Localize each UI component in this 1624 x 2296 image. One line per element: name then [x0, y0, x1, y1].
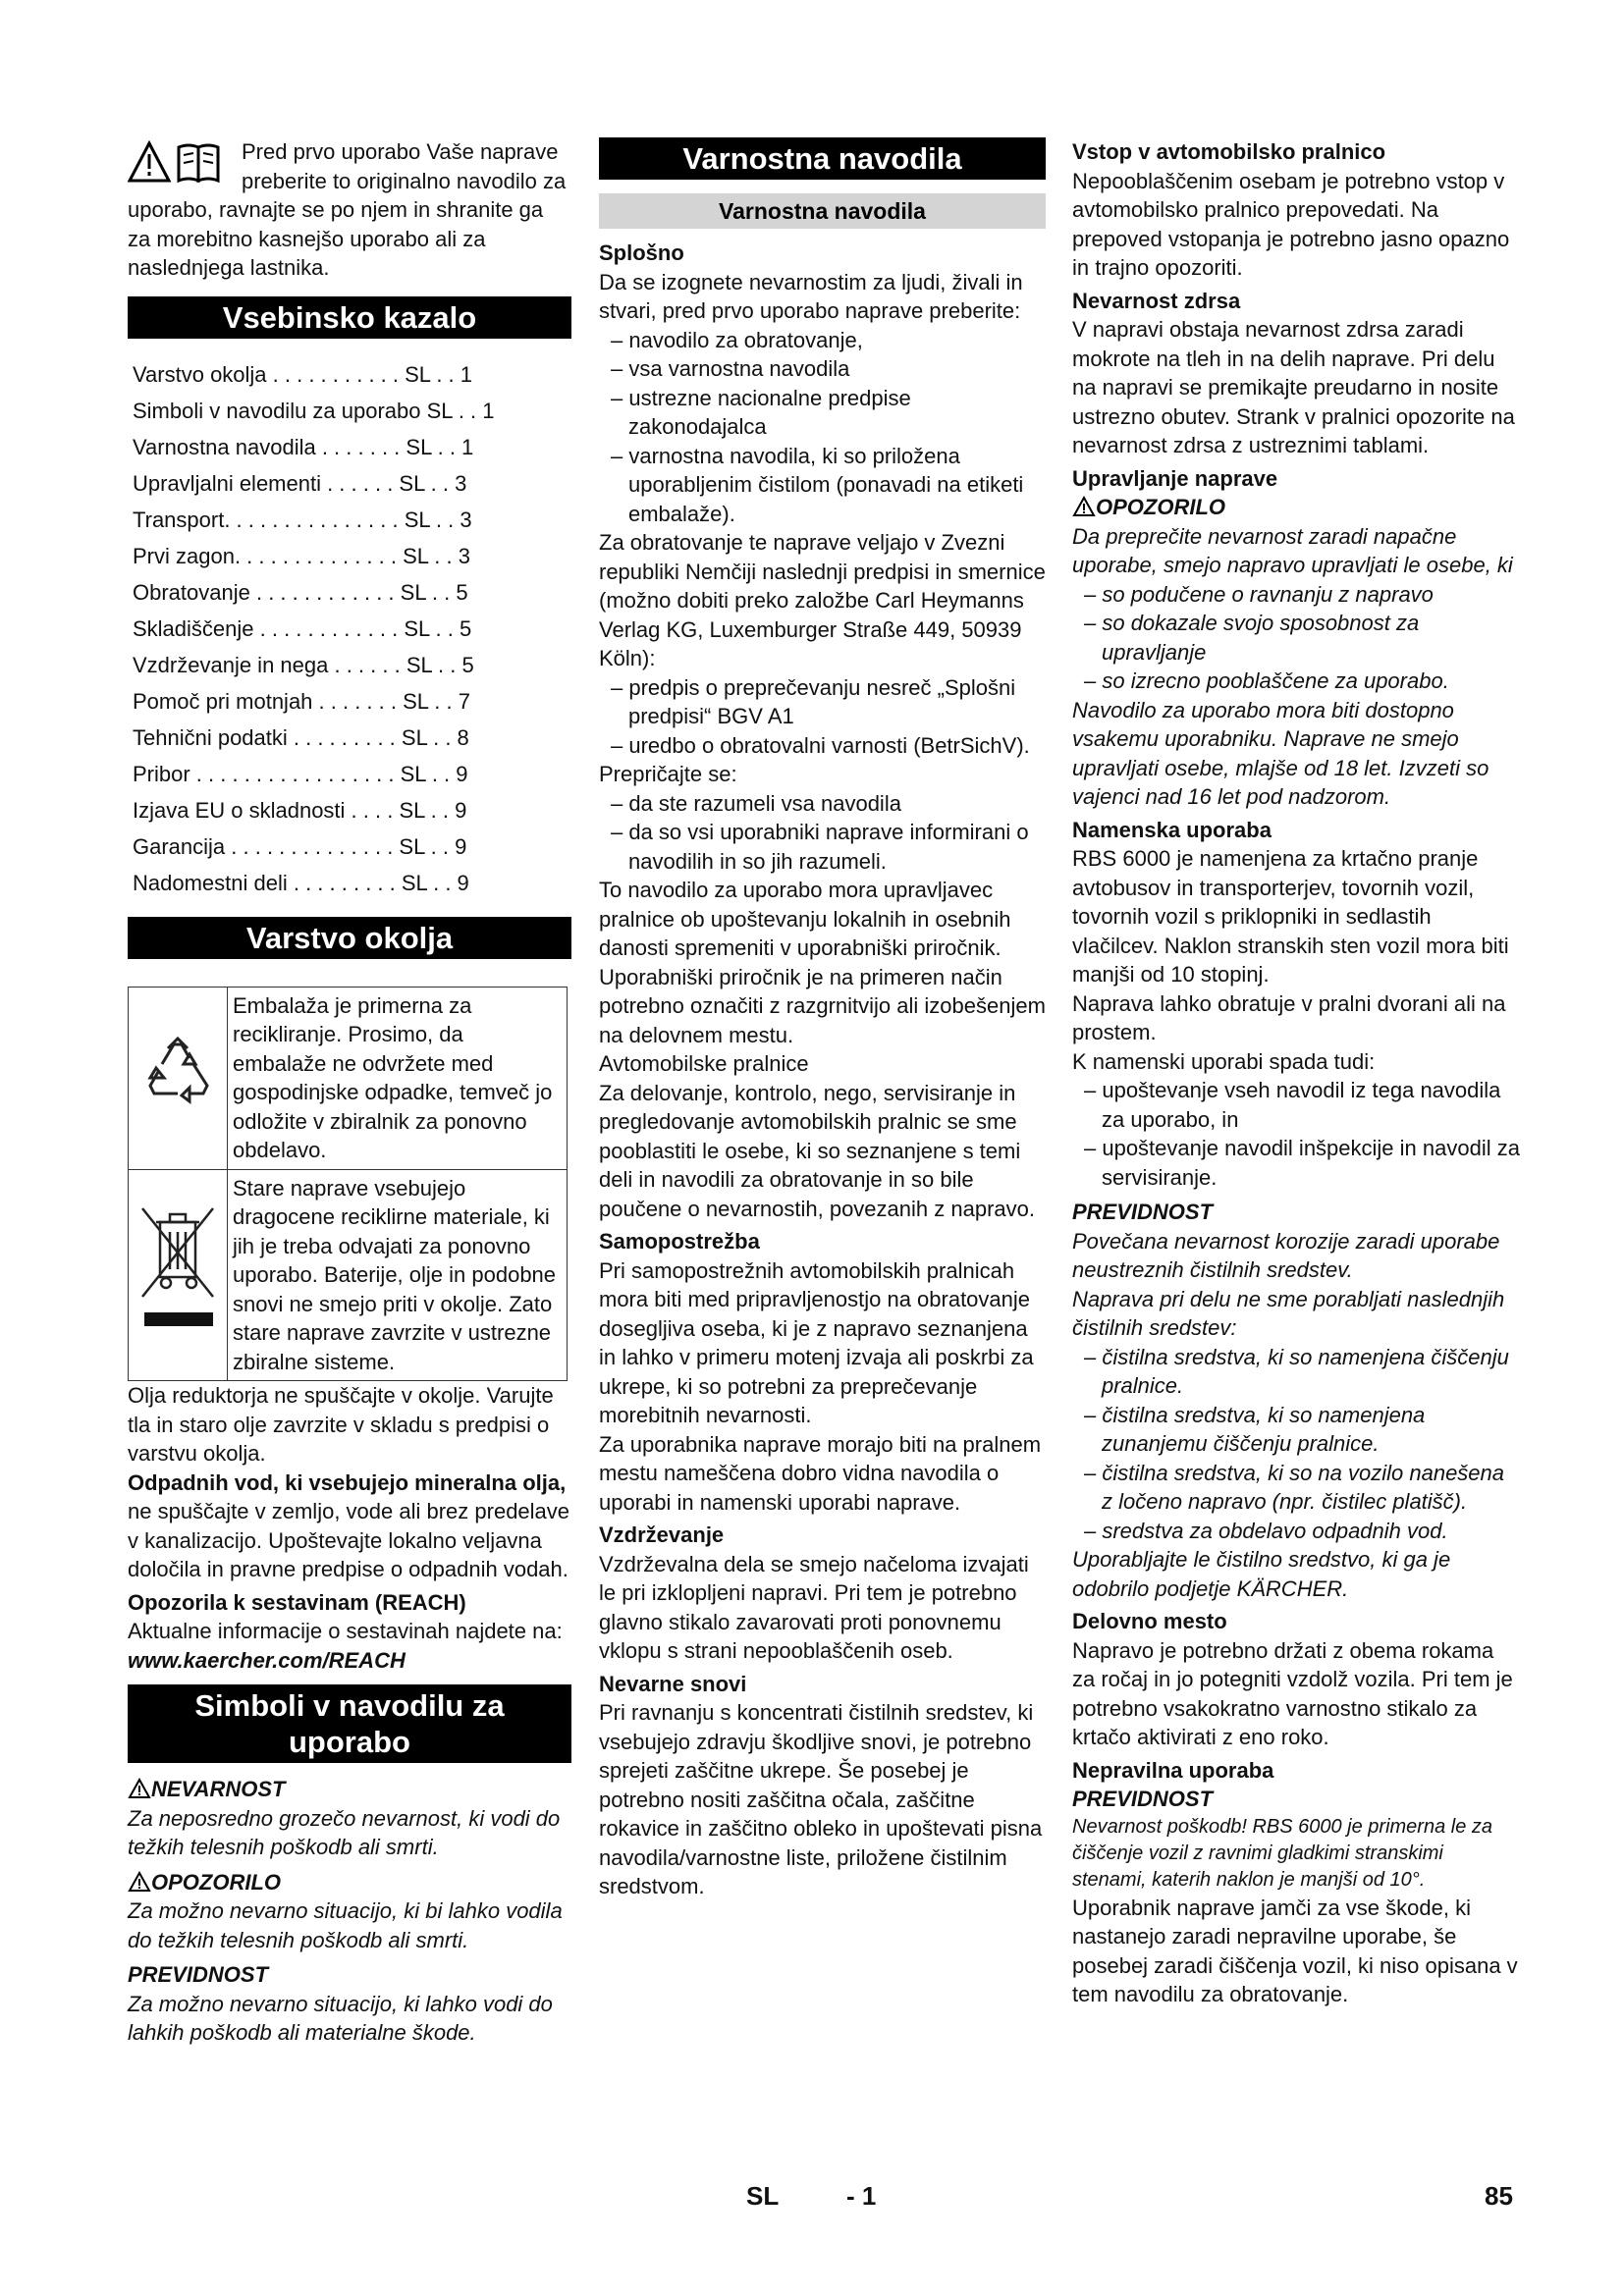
toc-item-label: Varnostna navodila . . . . . . . SL . . 1 [133, 434, 474, 459]
recycle-cell [129, 987, 228, 1169]
column-left [128, 137, 571, 2048]
toc-item-label: Obratovanje . . . . . . . . . . . . SL . . 5 [133, 579, 468, 605]
workplace-title: Delovno mesto [1072, 1609, 1227, 1633]
crossed-bin-icon [136, 1202, 219, 1340]
list-item: – da ste razumeli vsa navodila [611, 790, 901, 816]
symbols-heading: Simboli v navodilu za uporabo [128, 1684, 571, 1763]
warning-text: Za možno nevarno situacijo, ki bi lahko vodila do težkih telesnih poškodb ali smrti. [128, 1898, 563, 1952]
list-item: – sredstva za obdelavo odpadnih vod. [1084, 1518, 1448, 1543]
toc-item[interactable] [133, 542, 571, 578]
toc-item-label: Pomoč pri motnjah . . . . . . . SL . . 7 [133, 688, 470, 714]
toc-item-label: Nadomestni deli . . . . . . . . . SL . . 9 [133, 870, 469, 895]
warning-label: OPOZORILO [151, 1869, 281, 1895]
list-item: – čistilna sredstva, ki so na vozilo nanešena z ločeno napravo (npr. čistilec platišč). [1084, 1460, 1505, 1514]
toc-item-label: Izjava EU o skladnosti . . . . SL . . 9 [133, 797, 467, 823]
vapors-text: Pri ravnanju s koncentrati čistilnih sredstev, ki vsebujejo zdravju škodljive snovi, je potrebno sprejeti zaščitne ukrepe. Še posebej je potrebno nositi zaščitna očala, zaščitne rokavice in zaščitno obleko in upoštevati pisna navodila/varnostne liste, priložene čistilnim sredstvom. [599, 1700, 1043, 1898]
toc-item[interactable] [133, 869, 571, 905]
operate-list [1072, 580, 1521, 696]
warning-title [128, 1868, 571, 1897]
operate-text: Da preprečite nevarnost zaradi napačne uporabe, smejo napravo upravljati le osebe, ki [1072, 523, 1513, 577]
vapors-title: Nevarne snovi [599, 1671, 747, 1696]
toc-item[interactable] [133, 651, 571, 687]
misuse-caution: PREVIDNOST [1072, 1787, 1214, 1811]
footer-lang: SL [746, 2181, 780, 2211]
toc-item[interactable] [133, 578, 571, 614]
wastewater-bold: Odpadnih vod, ki vsebujejo mineralna olja, [128, 1469, 567, 1495]
carwash-text: Za delovanje, kontrolo, nego, servisiranje in pregledovanje avtomobilskih pralnic se sme pooblastiti le osebe, ki so seznanjene s temi deli in navodili za obratovanje in so bile poučene o nevarnostih, povezanih z napravo. [599, 1080, 1035, 1221]
ensure-list [599, 789, 1046, 877]
toc-item[interactable] [133, 832, 571, 869]
toc-item[interactable] [133, 469, 571, 506]
list-item: – so izrecno pooblaščene za uporabo. [1084, 668, 1449, 693]
reach-heading: Opozorila k sestavinam (REACH) [128, 1589, 466, 1615]
self-text2: Za uporabnika naprave morajo biti na pralnem mestu nameščena dobro vidna navodila o uporabi in namenski uporabi naprave. [599, 1431, 1042, 1515]
recycle-icon [138, 1035, 217, 1113]
caution-title: PREVIDNOST [128, 1962, 269, 1987]
c3-caution-title: PREVIDNOST [1072, 1200, 1214, 1224]
toc-item[interactable] [133, 723, 571, 760]
list-item: – predpis o preprečevanju nesreč „Splošni predpisi“ BGV A1 [611, 674, 1016, 728]
warning-manual-icon [128, 137, 238, 187]
toc-item[interactable] [133, 506, 571, 542]
misuse-title: Nepravilna uporaba [1072, 1757, 1274, 1783]
list-item: – upoštevanje vseh navodil iz tega navodila za uporabo, in [1084, 1078, 1501, 1132]
general-title: Splošno [599, 240, 684, 265]
intro-block [128, 137, 571, 283]
general-text: Da se izognete nevarnostim za ljudi, živali in stvari, pred prvo uporabo naprave preberite: [599, 269, 1023, 323]
list-item: – čistilna sredstva, ki so namenjena zunanjemu čiščenju pralnice. [1084, 1402, 1426, 1456]
ensure-text: Prepričajte se: [599, 762, 737, 786]
list-item: – so podučene o ravnanju z napravo [1084, 581, 1434, 607]
env-heading: Varstvo okolja [128, 917, 571, 959]
entry-text: Nepooblaščenim osebam je potrebno vstop v avtomobilsko pralnico prepovedati. Na prepoved vstopanja je potrebno jasno opazno in trajno opozoriti. [1072, 168, 1510, 280]
list-item: – vsa varnostna navodila [611, 356, 850, 381]
operator-text: To navodilo za uporabo mora upravljavec pralnice ob upoštevanju lokalnih in osebnih danosti spremeniti v uporabniški priročnik. Uporabniški priročnik je na primeren način potrebno označiti z razgrnitvijo ali izobešenjem na delovnem mestu. [599, 878, 1046, 1047]
misuse-text1: Nevarnost poškodb! RBS 6000 je primerna le za čiščenje vozil z ravnimi gladkimi stranskimi stenami, katerih naklon je manjši od 10°. [1072, 1815, 1493, 1891]
regs-list [599, 673, 1046, 761]
warning-triangle-icon [1072, 496, 1096, 517]
warning-triangle-icon [128, 1871, 151, 1893]
wastewater-text [128, 1468, 571, 1584]
slip-text: V napravi obstaja nevarnost zdrsa zaradi mokrote na tleh in na delih naprave. Pri delu na napravi se premikajte preudarno in nosite ustrezno obutev. Strank v pralnici opozorite na nevarnost zdrsa z ustreznimi tablami. [1072, 317, 1515, 457]
toc-item[interactable] [133, 397, 571, 433]
list-item: – upoštevanje navodil inšpekcije in navodil za servisiranje. [1084, 1136, 1520, 1190]
toc-item-label: Garancija . . . . . . . . . . . . . . SL . . 9 [133, 833, 467, 859]
intended-list [1072, 1076, 1521, 1192]
regs-text: Za obratovanje te naprave veljajo v Zvezni republiki Nemčiji naslednji predpisi in smernice (možno dobiti preko založbe Carl Heymanns Verlag KG, Luxemburger Straße 449, 50939 Köln): [599, 530, 1046, 670]
reach-text: Aktualne informacije o sestavinah najdete na: [128, 1619, 563, 1643]
slip-title: Nevarnost zdrsa [1072, 288, 1241, 313]
maint-text: Vzdrževalna dela se smejo načeloma izvajati le pri izklopljeni napravi. Pri tem je potrebno glavno stikalo zavarovati proti ponovnemu vklopu s strani nepooblaščenih oseb. [599, 1551, 1029, 1663]
maint-title: Vzdrževanje [599, 1522, 725, 1547]
toc-item-label: Skladiščenje . . . . . . . . . . . . SL . . 5 [133, 615, 472, 641]
column-right [1072, 137, 1521, 2009]
c3-caution-text1: Povečana nevarnost korozije zaradi uporabe neustreznih čistilnih sredstev. [1072, 1228, 1500, 1282]
toc-item[interactable] [133, 433, 571, 469]
intended-text2: Naprava lahko obratuje v pralni dvorani ali na prostem. [1072, 990, 1506, 1044]
intro-icons [128, 137, 238, 187]
recycle-text: Embalaža je primerna za recikliranje. Prosimo, da embalaže ne odvržete med gospodinjske odpadke, temveč jo odložite v zbiralnik za ponovno obdelavo. [228, 987, 568, 1169]
list-item: – varnostna navodila, ki so priložena uporabljenim čistilom (ponavadi na etiketi embalaže). [611, 443, 1024, 526]
operate-warn-label: OPOZORILO [1096, 495, 1225, 519]
footer-page: - 1 [846, 2181, 877, 2211]
list-item: – navodilo za obratovanje, [611, 327, 863, 352]
toc-item-label: Transport. . . . . . . . . . . . . . . SL . . 3 [133, 507, 472, 532]
list-item: – da so vsi uporabniki naprave informirani o navodilih in so jih razumeli. [611, 820, 1029, 874]
operate-warn [1072, 493, 1521, 522]
intended-text3: K namenski uporabi spada tudi: [1072, 1048, 1376, 1074]
toc-item[interactable] [133, 796, 571, 832]
operate-title: Upravljanje naprave [1072, 465, 1278, 491]
intended-text1: RBS 6000 je namenjena za krtačno pranje avtobusov in transporterjev, tovornih vozil, tovornih vozil s priklopniki in sedlastih vlačilcev. Naklon stranskih sten vozil mora biti manjši od 10 stopinj. [1072, 846, 1509, 987]
c3-caution-text2: Naprava pri delu ne sme porabljati naslednjih čistilnih sredstev: [1072, 1286, 1505, 1340]
c3-caution-text3: Uporabljajte le čistilno sredstvo, ki ga je odobrilo podjetje KÄRCHER. [1072, 1547, 1451, 1601]
carwash-title: Avtomobilske pralnice [599, 1051, 809, 1076]
general-list [599, 326, 1046, 529]
intended-title: Namenska uporaba [1072, 817, 1272, 842]
intro-text: Pred prvo uporabo Vaše naprave preberite to originalno navodilo za uporabo, ravnajte se po njem in shranite ga za morebitno kasnejšo uporabo ali za naslednjega lastnika. [128, 139, 567, 280]
list-item: – uredbo o obratovalni varnosti (BetrSichV). [611, 732, 1030, 758]
entry-title: Vstop v avtomobilsko pralnico [1072, 139, 1386, 164]
toc-item-label: Pribor . . . . . . . . . . . . . . . . . SL . . 9 [133, 761, 468, 786]
toc-item-label: Vzdrževanje in nega . . . . . . SL . . 5 [133, 652, 474, 677]
misuse-text2: Uporabnik naprave jamči za vse škode, ki nastanejo zaradi nepravilne uporabe, še posebej zaradi čiščenja vozil, ki niso opisana v tem navodilu za obratovanje. [1072, 1895, 1518, 2006]
safety-heading: Varnostna navodila [599, 137, 1046, 180]
operate-text2: Navodilo za uporabo mora biti dostopno vsakemu uporabniku. Naprave ne smejo upravljati osebe, mlajše od 18 let. Izvzeti so vajenci nad 16 let pod nadzorom. [1072, 697, 1489, 809]
toc-heading: Vsebinsko kazalo [128, 296, 571, 339]
list-item: – čistilna sredstva, ki so namenjena čiščenju pralnice. [1084, 1344, 1509, 1398]
caution-list [1072, 1343, 1521, 1546]
toc-item[interactable] [133, 614, 571, 651]
warning-triangle-icon [128, 1778, 151, 1799]
workplace-text: Napravo je potrebno držati z obema rokama za ročaj in jo potegniti vzdolž vozila. Pri tem je potrebno vsakokratno varnostno stikalo za krtačo aktivirati z eno roko. [1072, 1637, 1513, 1749]
reach-link[interactable]: www.kaercher.com/REACH [128, 1647, 406, 1673]
safety-subheading: Varnostna navodila [599, 193, 1046, 229]
footer-number: 85 [1485, 2181, 1513, 2211]
weee-cell [129, 1169, 228, 1381]
column-middle [599, 137, 1046, 1901]
toc-item[interactable] [133, 760, 571, 796]
danger-text: Za neposredno grozečo nevarnost, ki vodi do težkih telesnih poškodb ali smrti. [128, 1805, 561, 1859]
danger-title [128, 1775, 571, 1804]
self-text1: Pri samopostrežnih avtomobilskih pralnicah mora biti med pripravljenostjo na obratovanje dosegljiva oseba, ki je z napravo seznanjena in lahko v primeru motenj izvaja ali poskrbi za ukrepe, ki so potrebni za preprečevanje morebitnih nevarnosti. [599, 1257, 1034, 1427]
toc-item[interactable] [133, 360, 571, 397]
table-of-contents [133, 360, 571, 905]
toc-item-label: Simboli v navodilu za uporabo SL . . 1 [133, 398, 495, 423]
caution-text: Za možno nevarno situacijo, ki lahko vodi do lahkih poškodb ali materialne škode. [128, 1991, 553, 2045]
list-item: – ustrezne nacionalne predpise zakonodajalca [611, 385, 911, 439]
toc-item-label: Upravljalni elementi . . . . . . SL . . 3 [133, 470, 467, 496]
env-table [128, 987, 568, 1382]
toc-item-label: Prvi zagon. . . . . . . . . . . . . . SL . . 3 [133, 543, 470, 568]
toc-item[interactable] [133, 687, 571, 723]
toc-item-label: Varstvo okolja . . . . . . . . . . . SL . . 1 [133, 361, 473, 387]
oil-text: Olja reduktorja ne spuščajte v okolje. Varujte tla in staro olje zavrzite v skladu s predpisi o varstvu okolja. [128, 1383, 554, 1466]
weee-text: Stare naprave vsebujejo dragocene reciklirne materiale, ki jih je treba odvajati za ponovno uporabo. Baterije, olje in podobne snovi ne smejo priti v okolje. Zato stare naprave zavrzite v ustrezne zbiralne sisteme. [228, 1169, 568, 1381]
list-item: – so dokazale svojo sposobnost za upravljanje [1084, 611, 1420, 665]
toc-item-label: Tehnični podatki . . . . . . . . . SL . . 8 [133, 724, 469, 750]
danger-label: NEVARNOST [151, 1777, 286, 1801]
self-title: Samopostrežba [599, 1229, 760, 1254]
wastewater-rest: ne spuščajte v zemljo, vode ali brez predelave v kanalizacijo. Upoštevajte lokalno veljavna določila in pravne predpise o odpadnih vodah. [128, 1499, 570, 1581]
